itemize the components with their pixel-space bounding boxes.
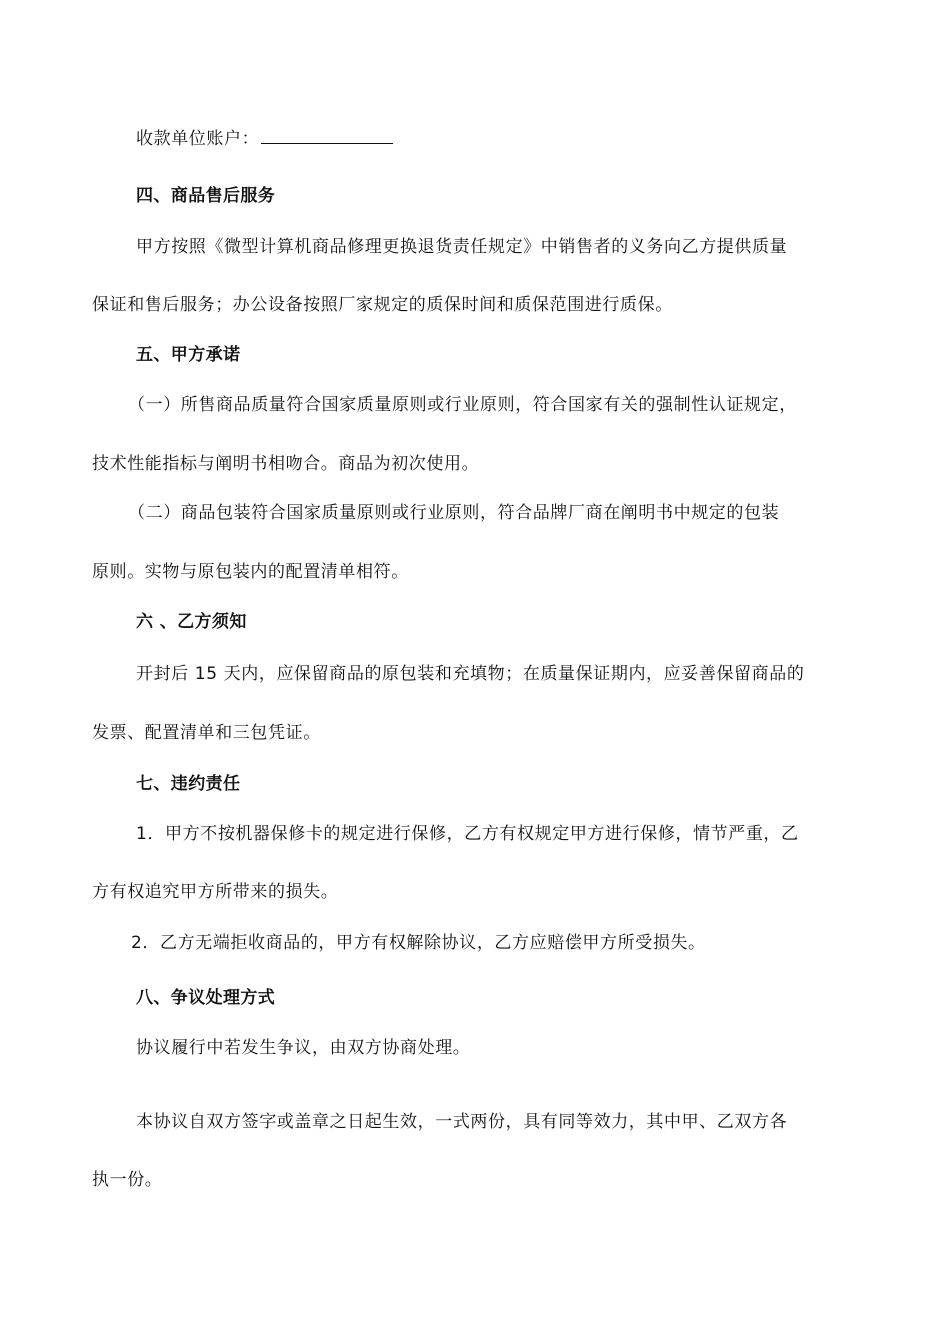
- closing-paragraph-line-2: 执一份。: [92, 1170, 163, 1190]
- section-6-paragraph-line-2: 发票、配置清单和三包凭证。: [92, 723, 321, 743]
- section-5-heading: 五、甲方承诺: [136, 345, 241, 365]
- section-6-paragraph-line-1: 开封后 15 天内，应保留商品的原包装和充填物；在质量保证期内，应妥善保留商品的: [136, 664, 805, 684]
- section-4-paragraph-line-2: 保证和售后服务；办公设备按照厂家规定的质保时间和质保范围进行质保。: [92, 295, 673, 315]
- section-5-item-2-line-2: 原则。实物与原包装内的配置清单相符。: [92, 562, 409, 582]
- section-8-paragraph-line-1: 协议履行中若发生争议，由双方协商处理。: [136, 1038, 471, 1058]
- section-5-item-1-line-1: （一）所售商品质量符合国家质量原则或行业原则，符合国家有关的强制性认证规定，: [128, 395, 797, 415]
- payee-account-blank: [261, 127, 393, 144]
- section-5-item-2-line-1: （二）商品包装符合国家质量原则或行业原则，符合品牌厂商在阐明书中规定的包装: [128, 503, 780, 523]
- section-7-item-2-line-1: 2．乙方无端拒收商品的，甲方有权解除协议，乙方应赔偿甲方所受损失。: [131, 933, 706, 953]
- section-5-item-1-line-2: 技术性能指标与阐明书相吻合。商品为初次使用。: [92, 454, 480, 474]
- closing-paragraph-line-1: 本协议自双方签字或盖章之日起生效，一式两份，具有同等效力，其中甲、乙双方各: [136, 1112, 788, 1132]
- section-4-heading: 四、商品售后服务: [136, 186, 276, 206]
- section-6-heading: 六 、乙方须知: [136, 612, 247, 632]
- payee-account-label: 收款单位账户：: [136, 129, 260, 149]
- payee-account-line: [136, 127, 393, 151]
- section-7-item-1-line-1: 1．甲方不按机器保修卡的规定进行保修，乙方有权规定甲方进行保修，情节严重，乙: [136, 824, 799, 844]
- section-4-paragraph-line-1: 甲方按照《微型计算机商品修理更换退货责任规定》中销售者的义务向乙方提供质量: [136, 237, 788, 257]
- section-7-heading: 七、违约责任: [136, 774, 241, 794]
- section-8-heading: 八、争议处理方式: [136, 988, 276, 1008]
- section-7-item-1-line-2: 方有权追究甲方所带来的损失。: [92, 882, 339, 902]
